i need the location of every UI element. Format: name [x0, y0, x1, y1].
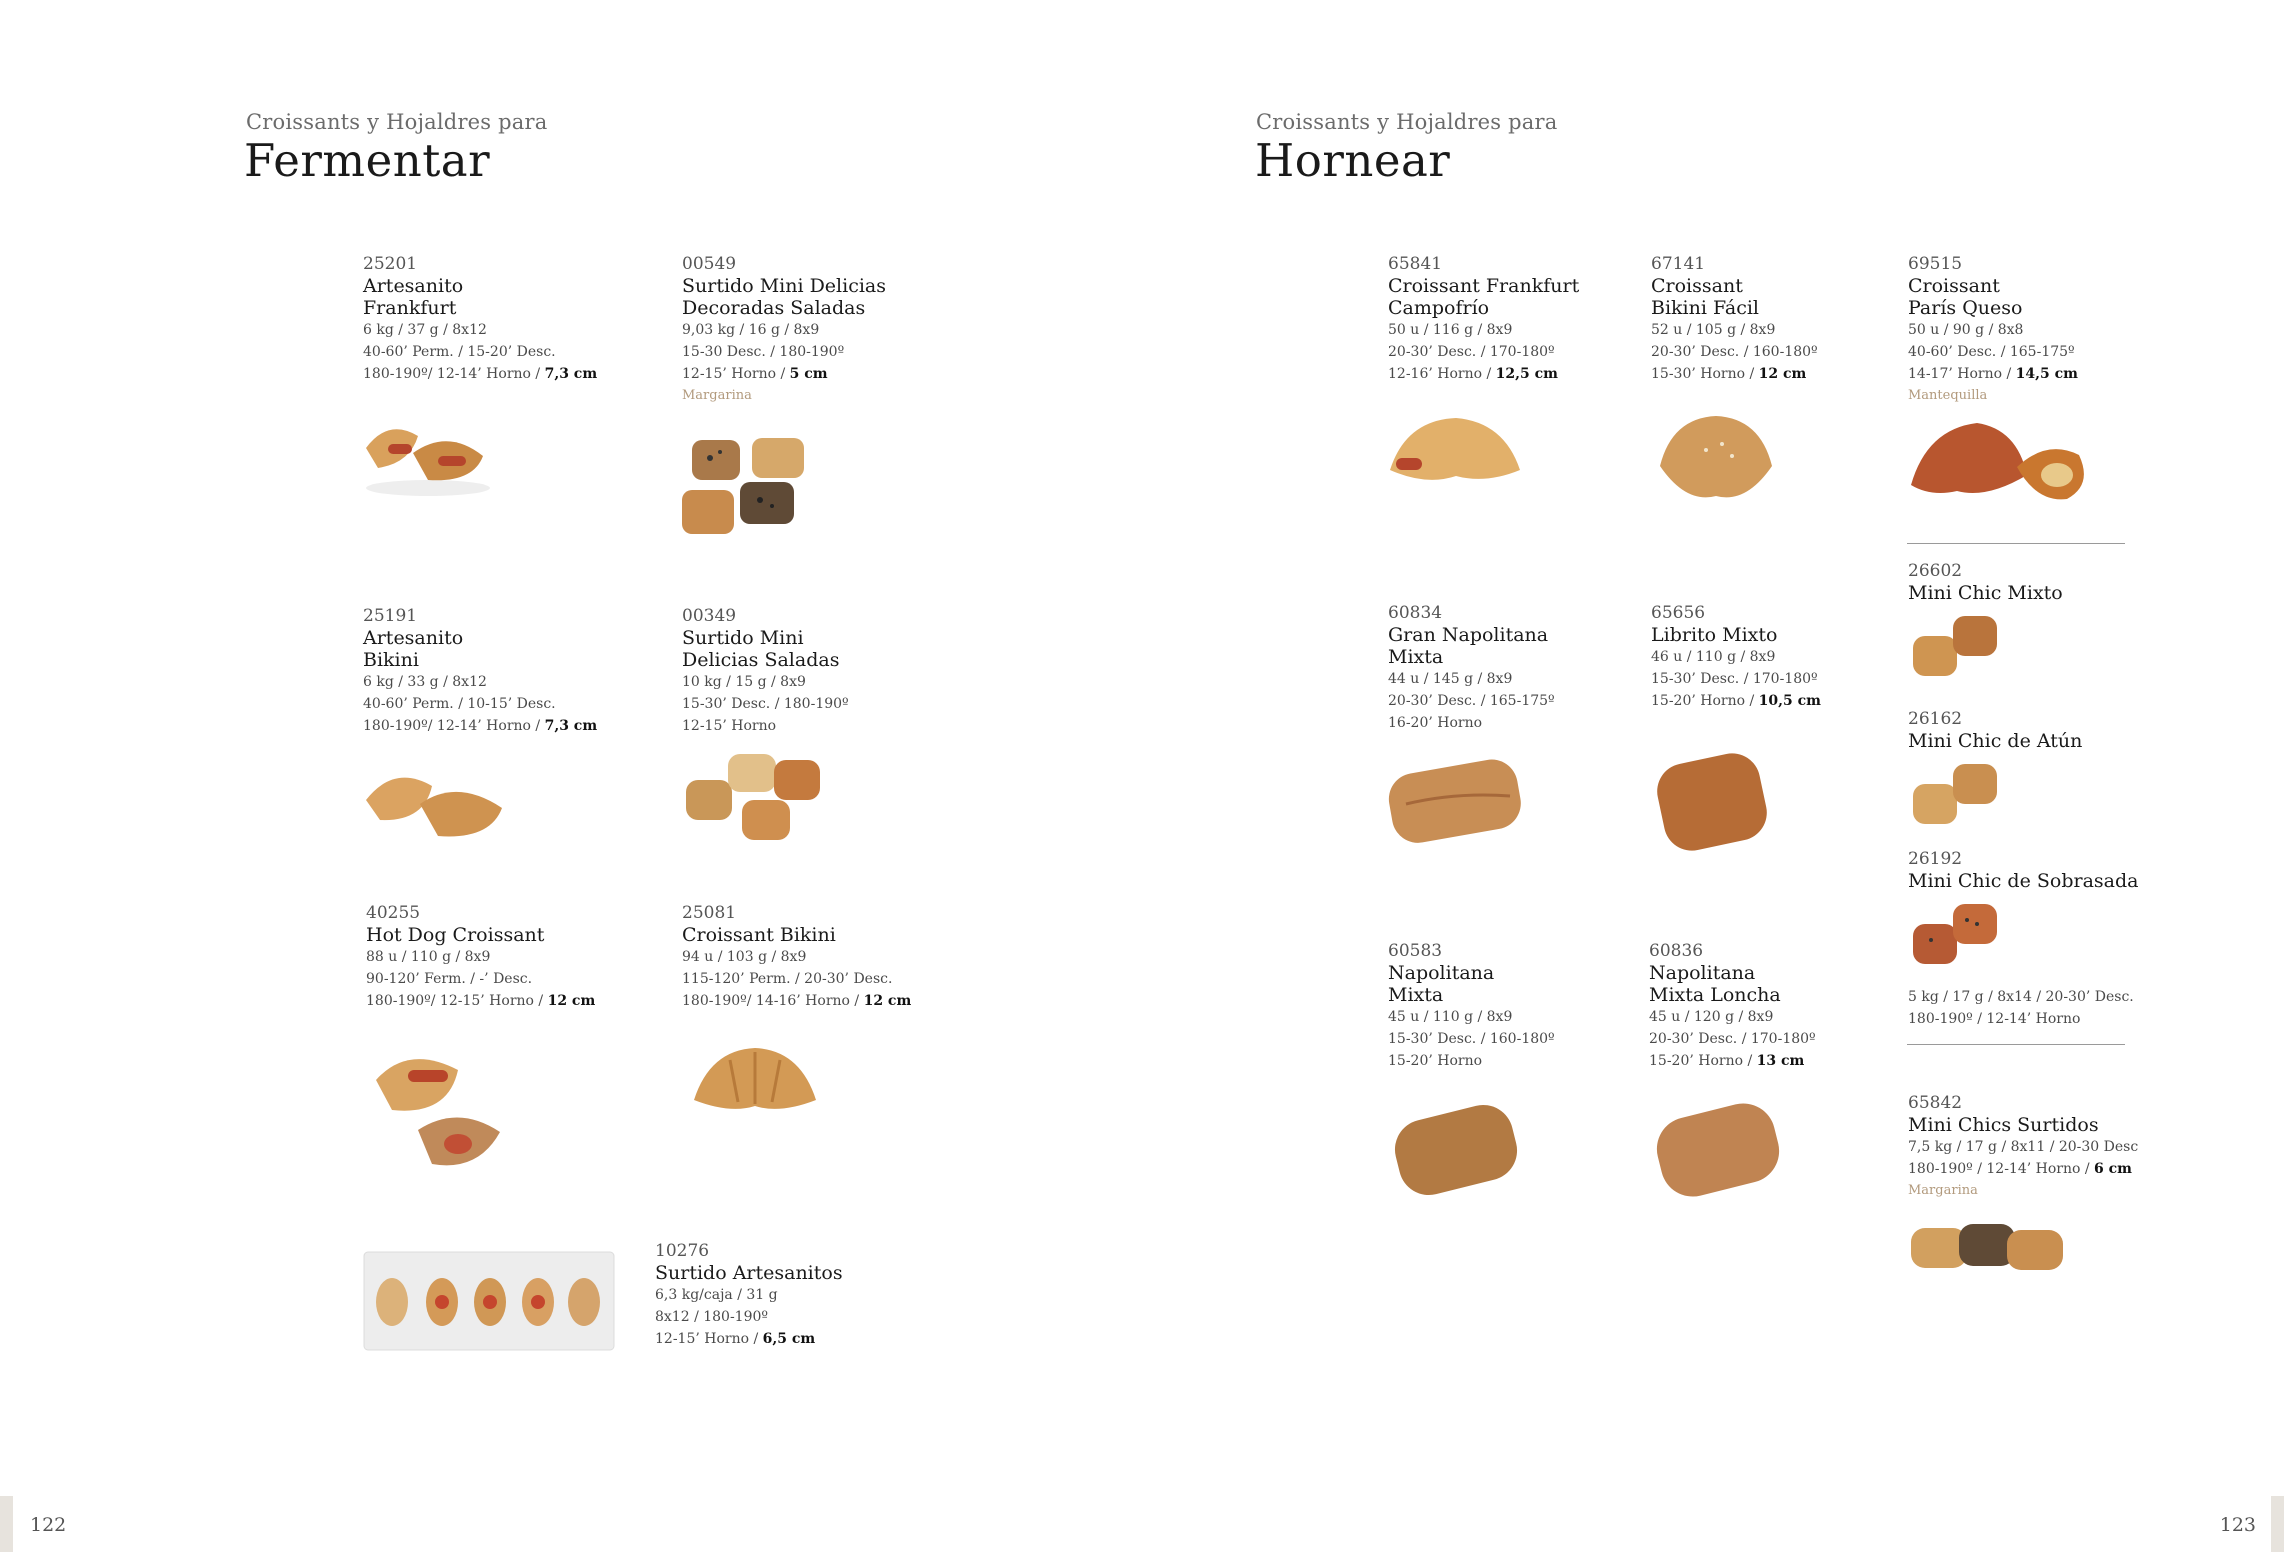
- product-spec: 40-60’ Desc. / 165-175º: [1908, 344, 2075, 360]
- product-size: 7,3 cm: [544, 366, 598, 382]
- product-size: 14,5 cm: [2015, 366, 2078, 382]
- product-spec: 6 kg / 37 g / 8x12: [363, 322, 487, 338]
- product-code: 40255: [366, 903, 421, 923]
- section-kicker: Croissants y Hojaldres para: [246, 110, 548, 134]
- product-note: Margarina: [1908, 1183, 1978, 1198]
- section-title: Fermentar: [244, 134, 491, 187]
- product-code: 65656: [1651, 603, 1706, 623]
- product-code: 65842: [1908, 1093, 1963, 1113]
- product-card[interactable]: [1908, 708, 2082, 752]
- product-card[interactable]: [682, 605, 849, 737]
- product-code: 60834: [1388, 603, 1443, 623]
- product-code: 25201: [363, 254, 418, 274]
- product-card[interactable]: [366, 902, 595, 1012]
- croissant-bikini-single-photo: [690, 1040, 820, 1120]
- product-spec: 20-30’ Desc. / 165-175º: [1388, 693, 1555, 709]
- mini-delicias-saladas-photo: [678, 750, 838, 850]
- product-name-line: Croissant: [1651, 275, 1743, 297]
- product-name-line: Croissant: [1908, 275, 2000, 297]
- product-card[interactable]: [1388, 253, 1579, 385]
- product-code: 00349: [682, 606, 737, 626]
- product-spec: 180-190º / 12-14’ Horno: [1908, 1011, 2081, 1027]
- product-spec: 15-30 Desc. / 180-190º: [682, 344, 845, 360]
- product-spec: 180-190º / 12-14’ Horno / 6 cm: [1908, 1161, 2132, 1177]
- product-size: 5 cm: [789, 366, 828, 382]
- product-card[interactable]: [1908, 986, 2134, 1030]
- mini-chic-atun-photo: [1907, 760, 2007, 832]
- product-spec: 12-15’ Horno / 6,5 cm: [655, 1331, 816, 1347]
- croissant-bikini-photo: [362, 756, 512, 846]
- product-card[interactable]: [1651, 602, 1821, 712]
- napolitana-mixta-loncha-photo: [1648, 1094, 1788, 1208]
- product-name-line: Mixta: [1388, 984, 1444, 1006]
- product-spec: 5 kg / 17 g / 8x14 / 20-30’ Desc.: [1908, 989, 2134, 1005]
- product-spec: 40-60’ Perm. / 15-20’ Desc.: [363, 344, 556, 360]
- product-name-line: Surtido Mini Delicias: [682, 275, 886, 297]
- product-card[interactable]: [363, 605, 597, 737]
- product-name-line: Artesanito: [363, 627, 464, 649]
- product-spec: 45 u / 110 g / 8x9: [1388, 1009, 1513, 1025]
- croissant-paris-queso-photo: [1907, 415, 2097, 505]
- product-card[interactable]: [1908, 848, 2138, 892]
- product-code: 26162: [1908, 709, 1963, 729]
- product-name-line: Bikini Fácil: [1651, 297, 1759, 319]
- product-name-line: Napolitana: [1649, 962, 1756, 984]
- product-spec: 12-15’ Horno / 5 cm: [682, 366, 828, 382]
- product-spec: 88 u / 110 g / 8x9: [366, 949, 491, 965]
- product-spec: 6 kg / 33 g / 8x12: [363, 674, 487, 690]
- product-spec: 7,5 kg / 17 g / 8x11 / 20-30 Desc: [1908, 1139, 2139, 1155]
- product-spec: 8x12 / 180-190º: [655, 1309, 768, 1325]
- divider: [1907, 1044, 2125, 1045]
- product-card[interactable]: [655, 1240, 843, 1350]
- product-spec: 46 u / 110 g / 8x9: [1651, 649, 1776, 665]
- product-spec: 20-30’ Desc. / 170-180º: [1388, 344, 1555, 360]
- product-size: 6,5 cm: [762, 1331, 816, 1347]
- product-card[interactable]: [1908, 1092, 2138, 1202]
- product-name-line: Croissant Bikini: [682, 924, 836, 946]
- product-name-line: Mini Chic de Sobrasada: [1908, 870, 2139, 892]
- product-spec: 94 u / 103 g / 8x9: [682, 949, 807, 965]
- napolitana-mixta-photo: [1386, 1098, 1526, 1204]
- product-name-line: Decoradas Saladas: [682, 297, 866, 319]
- product-spec: 15-30’ Horno / 12 cm: [1651, 366, 1807, 382]
- product-spec: 50 u / 116 g / 8x9: [1388, 322, 1513, 338]
- product-spec: 180-190º/ 12-15’ Horno / 12 cm: [366, 993, 596, 1009]
- product-name-line: Surtido Mini: [682, 627, 804, 649]
- product-card[interactable]: [1388, 940, 1555, 1072]
- divider: [1907, 543, 2125, 544]
- product-name-line: Mixta: [1388, 646, 1444, 668]
- product-note: Mantequilla: [1908, 388, 1988, 403]
- product-size: 6 cm: [2094, 1161, 2132, 1177]
- hot-dog-croissant-photo: [368, 1040, 508, 1180]
- product-spec: 16-20’ Horno: [1388, 715, 1483, 731]
- product-spec: 40-60’ Perm. / 10-15’ Desc.: [363, 696, 556, 712]
- product-code: 69515: [1908, 254, 1963, 274]
- product-size: 13 cm: [1756, 1053, 1805, 1069]
- mini-chics-surtidos-photo: [1907, 1218, 2067, 1278]
- product-code: 26602: [1908, 561, 1963, 581]
- product-spec: 15-30’ Desc. / 180-190º: [682, 696, 849, 712]
- product-name-line: Librito Mixto: [1651, 624, 1778, 646]
- product-name-line: Delicias Saladas: [682, 649, 840, 671]
- mini-chic-mixto-photo: [1907, 612, 2007, 684]
- gran-napolitana-mixta-photo: [1386, 748, 1526, 858]
- product-name-line: Campofrío: [1388, 297, 1490, 319]
- librito-mixto-photo: [1652, 748, 1772, 858]
- product-code: 60583: [1388, 941, 1443, 961]
- product-spec: 45 u / 120 g / 8x9: [1649, 1009, 1774, 1025]
- product-name-line: Mini Chic Mixto: [1908, 582, 2063, 604]
- product-spec: 10 kg / 15 g / 8x9: [682, 674, 806, 690]
- product-card[interactable]: [1388, 602, 1555, 734]
- croissant-frankfurt-photo: [358, 408, 498, 498]
- product-card[interactable]: [1651, 253, 1818, 385]
- product-spec: 15-20’ Horno / 13 cm: [1649, 1053, 1805, 1069]
- product-spec: 6,3 kg/caja / 31 g: [655, 1287, 778, 1303]
- product-code: 00549: [682, 254, 737, 274]
- product-name-line: Bikini: [363, 649, 419, 671]
- product-spec: 115-120’ Perm. / 20-30’ Desc.: [682, 971, 893, 987]
- product-code: 65841: [1388, 254, 1443, 274]
- mini-chic-sobrasada-photo: [1907, 900, 2007, 972]
- product-spec: 14-17’ Horno / 14,5 cm: [1908, 366, 2078, 382]
- product-code: 25191: [363, 606, 418, 626]
- croissant-frankfurt-campofrio-photo: [1386, 410, 1526, 500]
- product-name-line: Hot Dog Croissant: [366, 924, 545, 946]
- product-name-line: Napolitana: [1388, 962, 1495, 984]
- product-card[interactable]: [1908, 253, 2078, 407]
- page-number: 123: [2219, 1514, 2256, 1536]
- product-spec: 180-190º/ 12-14’ Horno / 7,3 cm: [363, 366, 598, 382]
- product-spec: 12-15’ Horno: [682, 718, 777, 734]
- product-name-line: Frankfurt: [363, 297, 457, 319]
- page-tab: [2271, 1496, 2284, 1552]
- product-size: 7,3 cm: [544, 718, 598, 734]
- product-size: 12 cm: [547, 993, 596, 1009]
- product-spec: 20-30’ Desc. / 160-180º: [1651, 344, 1818, 360]
- right-page: [1142, 0, 2284, 1552]
- section-kicker: Croissants y Hojaldres para: [1256, 110, 1558, 134]
- product-spec: 15-20’ Horno / 10,5 cm: [1651, 693, 1821, 709]
- croissant-bikini-facil-photo: [1656, 410, 1776, 510]
- product-card[interactable]: [682, 253, 886, 407]
- product-spec: 44 u / 145 g / 8x9: [1388, 671, 1513, 687]
- product-spec: 90-120’ Ferm. / -’ Desc.: [366, 971, 533, 987]
- product-name-line: Croissant Frankfurt: [1388, 275, 1580, 297]
- mini-delicias-photo: [680, 430, 830, 550]
- product-card[interactable]: [1908, 560, 2063, 604]
- product-spec: 52 u / 105 g / 8x9: [1651, 322, 1776, 338]
- product-note: Margarina: [682, 388, 752, 403]
- product-spec: 12-16’ Horno / 12,5 cm: [1388, 366, 1558, 382]
- product-size: 12 cm: [1758, 366, 1807, 382]
- product-spec: 50 u / 90 g / 8x8: [1908, 322, 2024, 338]
- product-spec: 9,03 kg / 16 g / 8x9: [682, 322, 820, 338]
- surtido-artesanitos-tray-photo: [362, 1250, 618, 1354]
- product-spec: 20-30’ Desc. / 170-180º: [1649, 1031, 1816, 1047]
- product-name-line: Surtido Artesanitos: [655, 1262, 843, 1284]
- product-name-line: Mini Chic de Atún: [1908, 730, 2083, 752]
- product-code: 60836: [1649, 941, 1704, 961]
- product-name-line: Mini Chics Surtidos: [1908, 1114, 2099, 1136]
- product-name-line: París Queso: [1908, 297, 2023, 319]
- product-spec: 180-190º/ 12-14’ Horno / 7,3 cm: [363, 718, 598, 734]
- product-card[interactable]: [1649, 940, 1816, 1072]
- product-card[interactable]: [363, 253, 597, 385]
- product-size: 12,5 cm: [1495, 366, 1558, 382]
- product-name-line: Gran Napolitana: [1388, 624, 1549, 646]
- product-name-line: Mixta Loncha: [1649, 984, 1781, 1006]
- product-spec: 180-190º/ 14-16’ Horno / 12 cm: [682, 993, 912, 1009]
- product-code: 10276: [655, 1241, 710, 1261]
- product-card[interactable]: [682, 902, 911, 1012]
- product-spec: 15-30’ Desc. / 170-180º: [1651, 671, 1818, 687]
- product-spec: 15-20’ Horno: [1388, 1053, 1483, 1069]
- product-name-line: Artesanito: [363, 275, 464, 297]
- product-size: 10,5 cm: [1758, 693, 1821, 709]
- page-number: 122: [30, 1514, 67, 1536]
- section-title: Hornear: [1255, 134, 1451, 187]
- product-code: 25081: [682, 903, 737, 923]
- product-spec: 15-30’ Desc. / 160-180º: [1388, 1031, 1555, 1047]
- product-code: 67141: [1651, 254, 1706, 274]
- page-tab: [0, 1496, 13, 1552]
- product-code: 26192: [1908, 849, 1963, 869]
- product-size: 12 cm: [863, 993, 912, 1009]
